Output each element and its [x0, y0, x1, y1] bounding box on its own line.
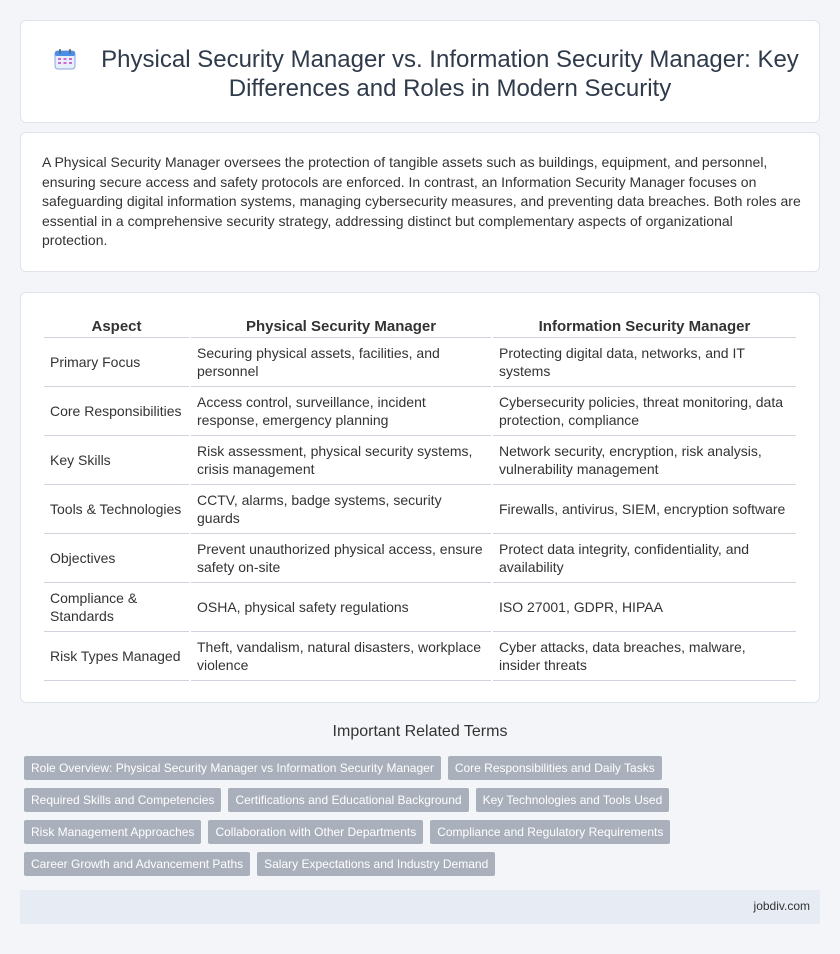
related-term-tag[interactable]: Certifications and Educational Background — [228, 788, 468, 812]
footer — [20, 890, 820, 924]
intro-card — [20, 132, 820, 272]
tag-row — [24, 756, 814, 780]
related-term-tag[interactable]: Key Technologies and Tools Used — [476, 788, 670, 812]
table-row — [44, 387, 796, 436]
information-cell: Firewalls, antivirus, SIEM, encryption software — [493, 485, 796, 534]
aspect-cell: Tools & Technologies — [44, 485, 189, 534]
related-terms-heading: Important Related Terms — [332, 723, 508, 740]
related-term-tag[interactable]: Risk Management Approaches — [24, 820, 201, 844]
table-header-row — [44, 315, 796, 338]
table-row — [44, 485, 796, 534]
information-cell: ISO 27001, GDPR, HIPAA — [493, 583, 796, 632]
information-cell: Network security, encryption, risk analysis, vulnerability management — [493, 436, 796, 485]
aspect-cell: Core Responsibilities — [44, 387, 189, 436]
related-term-tag[interactable]: Role Overview: Physical Security Manager vs Information Security Manager — [24, 756, 441, 780]
physical-cell: Access control, surveillance, incident response, emergency planning — [191, 387, 491, 436]
tag-row — [24, 852, 814, 876]
aspect-cell: Key Skills — [44, 436, 189, 485]
related-term-tag[interactable]: Required Skills and Competencies — [24, 788, 221, 812]
header-aspect: Aspect — [44, 315, 189, 338]
table-row — [44, 632, 796, 681]
physical-cell: CCTV, alarms, badge systems, security guards — [191, 485, 491, 534]
physical-cell: OSHA, physical safety regulations — [191, 583, 491, 632]
information-cell: Protecting digital data, networks, and IT systems — [493, 338, 796, 387]
title-card — [20, 20, 820, 123]
related-term-tag[interactable]: Collaboration with Other Departments — [208, 820, 423, 844]
table-row — [44, 436, 796, 485]
aspect-cell: Risk Types Managed — [44, 632, 189, 681]
related-term-tag[interactable]: Salary Expectations and Industry Demand — [257, 852, 495, 876]
information-cell: Cyber attacks, data breaches, malware, insider threats — [493, 632, 796, 681]
information-cell: Cybersecurity policies, threat monitoring, data protection, compliance — [493, 387, 796, 436]
physical-cell: Theft, vandalism, natural disasters, workplace violence — [191, 632, 491, 681]
related-term-tag[interactable]: Career Growth and Advancement Paths — [24, 852, 250, 876]
information-cell: Protect data integrity, confidentiality, and availability — [493, 534, 796, 583]
aspect-cell: Compliance & Standards — [44, 583, 189, 632]
header-information: Information Security Manager — [493, 315, 796, 338]
related-terms — [24, 756, 814, 884]
aspect-cell: Primary Focus — [44, 338, 189, 387]
table-row — [44, 534, 796, 583]
physical-cell: Prevent unauthorized physical access, ensure safety on-site — [191, 534, 491, 583]
aspect-cell: Objectives — [44, 534, 189, 583]
physical-cell: Securing physical assets, facilities, and personnel — [191, 338, 491, 387]
footer-site-link[interactable]: jobdiv.com — [753, 899, 810, 913]
related-term-tag[interactable]: Core Responsibilities and Daily Tasks — [448, 756, 662, 780]
table-row — [44, 583, 796, 632]
related-term-tag[interactable]: Compliance and Regulatory Requirements — [430, 820, 670, 844]
tag-row — [24, 788, 814, 812]
comparison-table — [42, 315, 798, 681]
page-title: Physical Security Manager vs. Information Security Manager: Key Differences and Roles in Modern Security — [101, 46, 799, 102]
header-physical: Physical Security Manager — [191, 315, 491, 338]
tag-row — [24, 820, 814, 844]
table-row — [44, 338, 796, 387]
physical-cell: Risk assessment, physical security systems, crisis management — [191, 436, 491, 485]
intro-paragraph: A Physical Security Manager oversees the protection of tangible assets such as buildings, equipment, and personnel, ensuring secure access and safety protocols are enforced. In contrast, an Information Security Manager focuses on safeguarding digital information systems, managing cybersecurity measures, and preventing data breaches. Both roles are essential in a comprehensive security strategy, addressing distinct but complementary aspects of organizational protection. — [42, 154, 801, 248]
comparison-card — [20, 292, 820, 703]
